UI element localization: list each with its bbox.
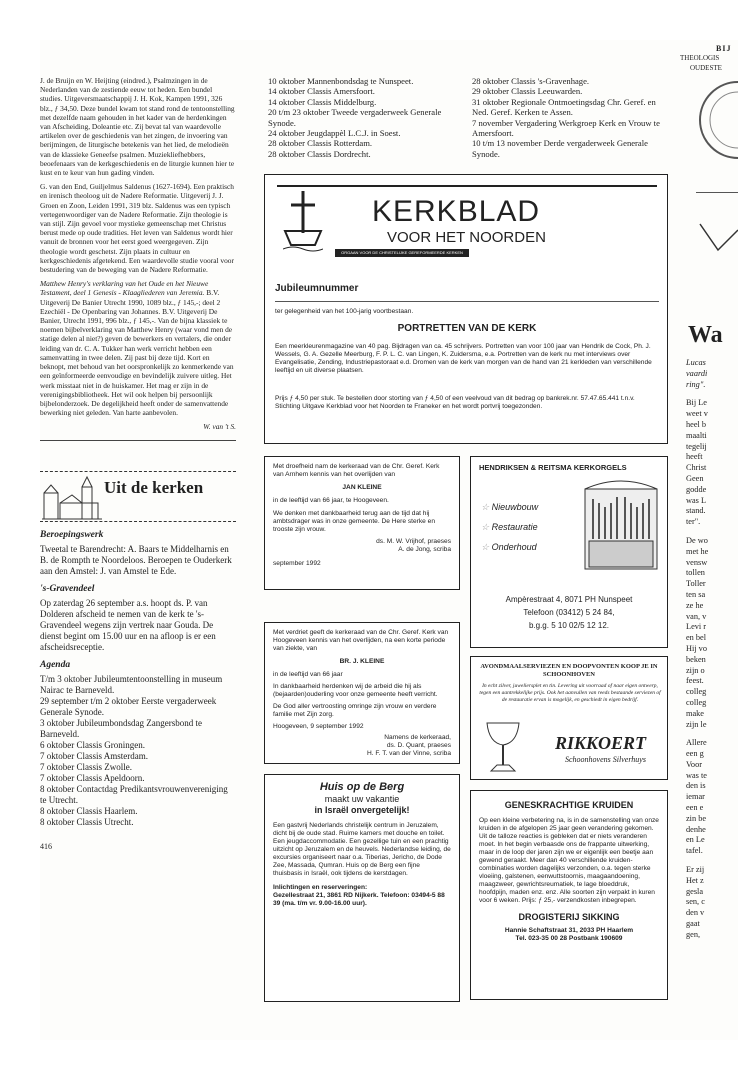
agenda-item: 10 oktober Mannenbondsdag te Nunspeet.: [268, 76, 414, 86]
badge-line-3: OUDESTE: [690, 64, 722, 72]
notice-2-place-date: Hoogeveen, 9 september 1992: [273, 723, 364, 730]
text-line: beken: [686, 654, 706, 664]
text-line: Levi r: [686, 622, 707, 632]
agenda-list: [40, 674, 236, 828]
kruiden-title: GENESKRACHTIGE KRUIDEN: [504, 800, 634, 810]
agenda-item: T/m 3 oktober Jubileumtentoonstelling in museum Nairac te Barneveld.: [40, 674, 223, 696]
kruiden-phone: Tel. 023-35 00 28 Postbank 190609: [515, 935, 623, 942]
rikkoert-text: In echt zilver, juweliersplet en tin. Levering uit voorraad of naar eigen ontwerp, tegen een aantrekkelijke prijs. Ook het aanvullen van reeds bestaande serviezen of de restauratie ervan is mogelijk, en geschiedt in eigen bedrijf.: [479, 683, 661, 703]
column-reviews: [40, 76, 236, 851]
review-1: [40, 76, 236, 177]
next-page-edge: [678, 40, 738, 1040]
agenda-item: 24 oktober Jeugdappèl L.C.J. in Soest.: [268, 128, 401, 139]
text-line: make: [686, 708, 704, 718]
agenda-item: 14 oktober Classis Amersfoort.: [268, 86, 375, 97]
chalice-icon: [479, 719, 527, 775]
agenda-heading: Agenda: [40, 659, 71, 670]
star-icon: ☆: [481, 542, 490, 552]
text-line: heel b: [686, 419, 707, 429]
text-line: ten sa: [686, 589, 706, 599]
text-line: een g: [686, 749, 704, 759]
agenda-item: 10 t/m 13 november Derde vergaderweek Generale Synode.: [472, 138, 648, 159]
review-signature: W. van 't S.: [203, 422, 236, 432]
section-banner: [40, 465, 236, 523]
badge-line-2: THEOLOGIS: [680, 54, 720, 62]
text-line: ter".: [686, 517, 701, 527]
organ-phone: Telefoon (03412) 5 24 84,: [523, 608, 615, 617]
organ-icon: [581, 479, 661, 571]
organ-contact: [471, 593, 667, 632]
organ-service: [481, 517, 538, 537]
text-line: van, v: [686, 611, 707, 621]
kruiden-body: Op een kleine verbetering na, is in de samenstelling van onze kruiden in de afgelopen 25 jaar geen verandering gekomen. Uit de talloze reacties is gebleken dat er niets veranderen moet. In het begin verbaasde ons de frappante uitwerking, maar in de loop der jaren zijn we er eigenlijk een beetje aan gewend geraakt. Meer dan 40 verschillende kruiden-combinaties worden dagelijks verzonden, o.a. tegen sterke vloeiing, galstenen, eenwuttstoornis, maagaandoening, maagzweer, gewrichtsreumatiek, te lage bloeddruk, hoofdpijn, maden enz. enz. Alle soorten zijn verpakt in kuren voor 6 weken. Prijs: ƒ 25,- verzendkosten inbegrepen.: [479, 817, 659, 904]
text-line: en Le: [686, 835, 705, 845]
agenda-item: 28 oktober Classis Rotterdam.: [268, 138, 373, 149]
review-2-citation: G. van den End, Guiljelmus Saldenus (1627-1694). Een praktisch en irenisch theoloog uit de Nadere Reformatie. Uitgeverij J. J. Groen en Zoon, Leiden 1991, 319 blz.: [40, 182, 234, 210]
banner-bottom-line: [40, 521, 236, 522]
text-line: De wo: [686, 535, 708, 545]
text-line: Hij vo: [686, 643, 707, 653]
berg-subtitle-1: maakt uw vakantie: [324, 794, 400, 804]
kruiden-address: Hannie Schaftstraat 31, 2033 PH Haarlem: [504, 927, 634, 934]
kruiden-shop: DROGISTERIJ SIKKING: [518, 912, 620, 922]
organ-service: [481, 537, 538, 557]
agenda-item: 7 oktober Classis Zwolle.: [40, 762, 132, 773]
rikkoert-brand-sub: Schoonhovens Silverhuys: [565, 755, 646, 764]
beroepingswerk-heading: Beroepingswerk: [40, 529, 104, 540]
text-line: tafel.: [686, 846, 703, 856]
text-line: Geen: [686, 473, 704, 483]
berg-info-heading: Inlichtingen en reserveringen:: [273, 884, 368, 891]
divider: [40, 440, 236, 441]
jubileum-title: Jubileumnummer: [275, 283, 359, 294]
text-line: Het z: [686, 875, 704, 885]
berg-subtitle-2: in Israël onvergetelijk!: [314, 805, 410, 815]
organ-ad: [470, 456, 668, 648]
ship-cross-icon: [283, 189, 323, 253]
text-line: feest.: [686, 676, 704, 686]
berg-info: Gezellestraat 21, 3861 RD Nijkerk. Telefoon: 03494-5 88 39 (ma. t/m vr. 9.00-16.00 uur).: [273, 892, 445, 907]
next-heading: Wa: [688, 322, 723, 348]
review-1-body: Deze bundel kwam tot stand rond de tentoonstelling met dezelfde naam gehouden in het kader van de herdenkingen van Afscheiding, Doleantie etc. Zij bevat tal van waardevolle artikelen over de geschiedenis van het zingen, de invoering van berijmingen, de liturgische betekenis van het lied, de melodieën van de klassieke Geneefse psalmen. Muziekliefhebbers, beoefenaars van de kerkgeschiedenis en de liturgie kunnen hier te kust en te keur van hun gading vinden.: [40, 103, 235, 178]
rikkoert-brand: RIKKOERT: [555, 733, 647, 753]
text-line: ring".: [686, 379, 706, 389]
agenda-item: 7 oktober Classis Amsterdam.: [40, 751, 148, 762]
notice-1-signers: ds. M. W. Vrijhof, praeses A. de Jong, scriba: [376, 538, 451, 553]
text-line: gesla: [686, 886, 704, 896]
text-line: Er zij: [686, 865, 705, 875]
jubileum-intro: ter gelegenheid van het 100-jarig voortbestaan.: [275, 308, 414, 315]
text-line: en bel: [686, 633, 707, 643]
text-line: maalti: [686, 430, 707, 440]
edge-rule: [696, 192, 738, 193]
text-line: iemar: [686, 792, 705, 802]
magazine-page: [40, 40, 678, 1040]
agenda-item: 28 oktober Classis 's-Gravenhage.: [472, 76, 590, 86]
next-page-text: [686, 358, 738, 941]
notice-2-name: BR. J. KLEINE: [339, 658, 385, 665]
agenda-item: 31 oktober Regionale Ontmoetingsdag Chr. Geref. en Ned. Geref. Kerken te Assen.: [472, 96, 656, 118]
portretten-heading: PORTRETTEN VAN DE KERK: [397, 323, 537, 334]
section-title: Uit de kerken: [104, 477, 204, 497]
text-line: heeft: [686, 452, 703, 462]
text-line: Bij Le: [686, 398, 707, 408]
review-3-citation: Matthew Henry's verklaring van het Oude en het Nieuwe Testament, deel 1 Genesis - Klaagliederen van Jeremia.: [40, 279, 209, 298]
death-notice-2: [264, 622, 460, 764]
masthead-rule: [277, 185, 657, 187]
page-number: 416: [40, 842, 52, 852]
agenda-item: 7 november Vergadering Werkgroep Kerk en Vrouw te Amersfoort.: [472, 117, 660, 139]
text-line: Christ: [686, 463, 707, 473]
review-1-citation: J. de Bruijn en W. Heijting (eindred.), Psalmzingen in de Nederlanden van de zestiende eeuw tot heden. Een bundel studies. Uitgeversmaatschappij J. H. Kok, Kampen 1991, 326 blz., ƒ 34,50.: [40, 76, 223, 113]
text-line: gen,: [686, 929, 701, 939]
star-icon: ☆: [481, 522, 490, 532]
agenda-item: 29 september t/m 2 oktober Eerste vergaderweek Generale Synode.: [40, 696, 217, 718]
notice-1-name: JAN KLEINE: [342, 484, 382, 491]
review-2-body: Saldenus was een typisch vertegenwoordiger van de Nadere Reformatie. Zijn theologie is van stijl. Zijn gevoel voor mystieke gemeenschap met Christus berust mede op oude tradities. Het leven van Saldenus wordt hier vanuit de bronnen voor het eerst goed weergegeven. Zijn theologie wordt geschetst. Zijn plaats in cultuur en kerkgeschiedenis afgetekend. Een waardevolle studie vooral voor bestudering van de beweging van de Nadere Reformatie.: [40, 200, 234, 275]
text-line: met he: [686, 546, 709, 556]
text-line: een e: [686, 803, 704, 813]
huis-op-de-berg-ad: [264, 774, 460, 1002]
beroepingswerk-text: Tweetal te Barendrecht: A. Baars te Middelharnis en B. de Rompth te Noordeloos. Beroepen te Ouderkerk aan den Amstel: J. van Amstel te Ede.: [40, 543, 232, 576]
agenda-item: 20 t/m 23 oktober Tweede vergaderweek Generale Synode.: [268, 107, 442, 128]
agenda-item: 8 oktober Classis Utrecht.: [40, 817, 134, 828]
review-3: [40, 279, 236, 417]
berg-title: Huis op de Berg: [319, 781, 405, 793]
agenda-item: 8 oktober Classis Haarlem.: [40, 806, 138, 817]
berg-body: Een gastvrij Nederlands christelijk centrum in Jeruzalem, dicht bij de oude stad. Ruime kamers met douche en toilet. Een jeugdaccommodatie. Een gezellige tuin en een prachtig uitzicht op Jeruzalem en de heuvels. Nederlandse leiding, de excursies organiseert naar o.a. Tiberias, Jericho, de Dode Zee, Massada, Qumran. Huis op de Berg een fijne thuisbasis in Israël, ook tijdens de kerstdagen.: [273, 822, 451, 877]
text-line: colleg: [686, 687, 707, 697]
text-line: den is: [686, 781, 706, 791]
notice-1-body: We denken met dankbaarheid terug aan de tijd dat hij ambtsdrager was in onze gemeente. De Here sterke en trooste zijn vrouw.: [273, 510, 435, 533]
badge-line-1: BIJ: [716, 44, 732, 53]
text-line: zijn o: [686, 665, 705, 675]
seal-icon: [692, 80, 738, 160]
text-line: weet v: [686, 409, 708, 419]
agenda-item: 8 oktober Contactdag Predikantsvrouwenvereniging te Utrecht.: [40, 784, 228, 806]
organ-title: HENDRIKSEN & REITSMA KERKORGELS: [479, 463, 627, 472]
agenda-item: 6 oktober Classis Groningen.: [40, 740, 145, 751]
agenda-col3: [472, 76, 668, 159]
notice-1-date: september 1992: [273, 560, 321, 567]
kerkblad-ad: [264, 174, 668, 444]
text-line: godde: [686, 484, 707, 494]
organ-services: [481, 497, 538, 557]
notice-1-age: in de leeftijd van 66 jaar, te Hoogeveen.: [273, 497, 389, 504]
text-line: ze he: [686, 600, 704, 610]
review-3-body: B.V. Uitgeverij De Banier Utrecht 1990, 1089 blz., ƒ 145,-; deel 2 Ezechiël - De Openbaring van Johannes. B.V. Uitgeverij De Banier, Utrecht 1991, 996 blz., ƒ 145,-. Van de bijna klassiek te noemen bijbelverklaring van Matthew Henry (waar vond men de statige delen al niet?) geven de bewerkers en vertalers, die onder leiding van dr. C. A. Tukker han werk verricht hebben een samenvatting in twee delen. Zij past bij deze tijd. Kort en beknopt, met behoud van het oorspronkelijk zo kenmerkende van een geïnformeerde eenvoudige en bevindelijk zuivere uitleg. Het werk misstaat niet in de huiskamer. Het mag er zijn in de verenigingsbibliotheek. Het wil ook helpen bij persoonlijk bijbelonderzoek. De degelijkheid heeft onder de samenvattende bewerking niet geleden. Van harte aanbevolen.: [40, 288, 234, 418]
text-line: zin be: [686, 813, 707, 823]
gravendeel-heading: 's-Gravendeel: [40, 583, 95, 594]
agenda-item: 28 oktober Classis Dordrecht.: [268, 148, 371, 159]
text-line: zijn le: [686, 719, 707, 729]
rikkoert-ad: [470, 656, 668, 780]
gravendeel-text: Op zaterdag 26 september a.s. hoopt ds. P. van Dolderen afscheid te nemen van de kerk te 's-Gravendeel wegens zijn vertrek naar Gouda. De dienst begint om 15.00 uur en na afloop is er een afscheidsreceptie.: [40, 597, 216, 652]
text-line: tollen: [686, 568, 705, 578]
agenda-item: 29 oktober Classis Leeuwarden.: [472, 86, 583, 97]
text-line: Lucas: [686, 358, 706, 367]
kruiden-ad: [470, 790, 668, 1000]
review-2: [40, 182, 236, 274]
organ-address: Ampèrestraat 4, 8071 PH Nunspeet: [505, 595, 633, 604]
notice-1-intro: Met droefheid nam de kerkeraad van de Chr. Geref. Kerk van Arnhem kennis van het overlijden van: [273, 463, 440, 478]
organ-service-label: Restauratie: [491, 522, 538, 532]
text-line: sen, c: [686, 897, 705, 907]
text-line: Voor: [686, 759, 702, 769]
notice-2-intro: Met verdriet geeft de kerkeraad van de Chr. Geref. Kerk van Hoogeveen kennis van het overlijden, na een korte periode van ziekte, van: [273, 629, 449, 652]
portretten-body: Een meerkleurenmagazine van 40 pag. Bijdragen van ca. 45 schrijvers. Portretten van voor 100 jaar van Hendrik de Cock, Ph. J. Wessels, G. A. Gezelle Meerburg, F. P. L. C. van Lingen, K. Zuidersma, e.a. Portretten van de kerk nu met interviews over Evangelisatie, Zending, Industriepastoraat e.d. Dromen van de kerk van morgen van de hand van 21 kerkleden van verschillende leeftijd en uit diverse plaatsen.: [275, 343, 652, 374]
kerkblad-title: KERKBLAD: [372, 195, 541, 228]
text-line: Allere: [686, 738, 707, 748]
notice-2-body2: De God aller vertroosting omringe zijn vrouw en verdere familie met Zijn zorg.: [273, 703, 437, 718]
text-line: stand.: [686, 506, 706, 516]
text-line: Toller: [686, 579, 706, 589]
star-icon: ☆: [481, 502, 490, 512]
text-line: vensw: [686, 557, 708, 567]
notice-2-signers: Namens de kerkeraad, ds. D. Quant, praeses H. F. T. van der Vinne, scriba: [366, 734, 451, 757]
agenda-item: 14 oktober Classis Middelburg.: [268, 96, 377, 107]
notice-2-body: In dankbaarheid herdenken wij de arbeid die hij als (bejaarden)ouderling voor onze gemeente heeft verricht.: [273, 683, 438, 698]
kerkblad-subtitle: VOOR HET NOORDEN: [387, 229, 546, 246]
text-line: den v: [686, 908, 705, 918]
organ-phone2: b.g.g. 5 10 02/5 12 12.: [528, 621, 610, 630]
rikkoert-headline: AVONDMAALSERVIEZEN EN DOOPVONTEN KOOP JE IN SCHOONHOVEN: [480, 663, 658, 678]
text-line: gaat: [686, 919, 700, 929]
jubileum-rule: [275, 301, 659, 302]
quill-icon: [698, 220, 738, 260]
text-line: was L: [686, 495, 707, 505]
death-notice-1: [264, 456, 460, 590]
agenda-item: 7 oktober Classis Apeldoorn.: [40, 773, 145, 784]
agenda-item: 3 oktober Jubileumbondsdag Zangersbond te Barneveld.: [40, 718, 202, 740]
notice-2-age: in de leeftijd van 66 jaar: [273, 671, 343, 678]
organ-service: [481, 497, 538, 517]
text-line: was te: [686, 770, 707, 780]
kerkblad-band: ORGAAN VOOR DE CHRISTELIJKE GEREFORMEERDE KERKEN: [335, 249, 469, 257]
organ-service-label: Nieuwbouw: [491, 502, 539, 512]
text-line: denhe: [686, 824, 706, 834]
church-icon: [42, 473, 102, 521]
kerkblad-masthead: [277, 185, 657, 263]
text-line: tegelij: [686, 441, 707, 451]
portretten-price: Prijs ƒ 4,50 per stuk. Te bestellen door storting van ƒ 4,50 of een veelvoud van dit bedrag op bankrek.nr. 57.47.65.441 t.n.v. Stichting Uitgave Kerkblad voor het Noorden te Franeker en het wordt portvrij toegezonden.: [275, 395, 635, 410]
agenda-col2: [268, 76, 464, 159]
organ-service-label: Onderhoud: [491, 542, 537, 552]
text-line: colleg: [686, 697, 707, 707]
text-line: vaardi: [686, 368, 708, 378]
banner-top-line: [40, 471, 236, 472]
